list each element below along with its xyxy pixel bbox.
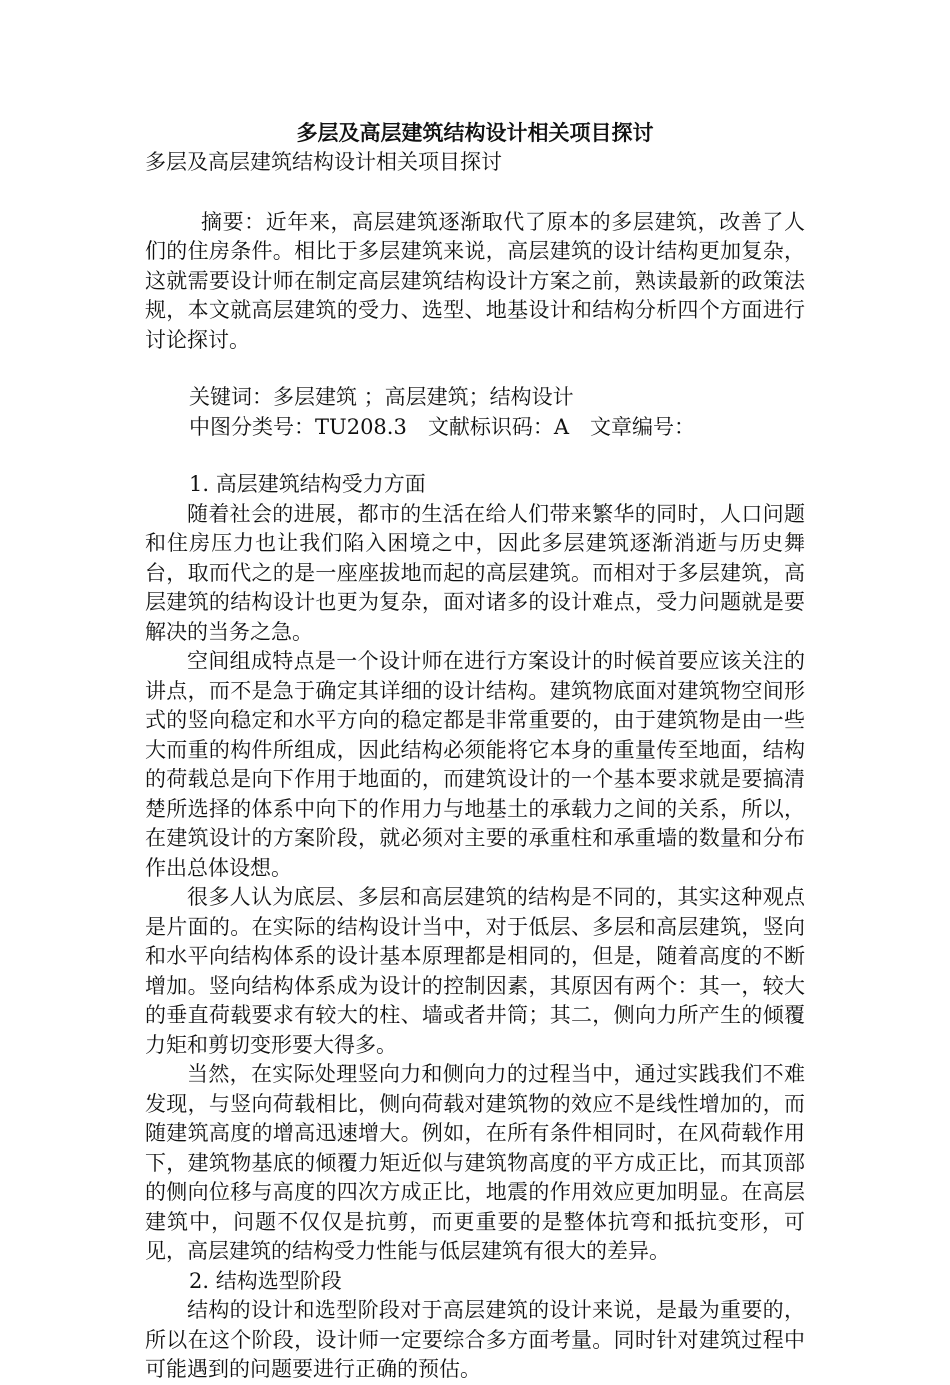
body-paragraph: 空间组成特点是一个设计师在进行方案设计的时候首要应该关注的讲点，而不是急于确定其详细的设计结构。建筑物底面对建筑物空间形式的竖向稳定和水平方向的稳定都是非常重要的，由于建筑物是由一些大而重的构件所组成，因此结构必须能将它本身的重量传至地面，结构的荷载总是向下作用于地面的，而建筑设计的一个基本要求就是要搞清楚所选择的体系中向下的作用力与地基土的承载力之间的关系，所以，在建筑设计的方案阶段，就必须对主要的承重柱和承重墙的数量和分布作出总体设想。 xyxy=(145,649,805,880)
body-paragraph: 随着社会的进展，都市的生活在给人们带来繁华的同时，人口问题和住房压力也让我们陷入困境之中，因此多层建筑逐渐消逝与历史舞台，取而代之的是一座座拔地而起的高层建筑。而相对于多层建筑，高层建筑的结构设计也更为复杂，面对诸多的设计难点，受力问题就是要解决的当务之急。 xyxy=(145,501,805,644)
document-subtitle: 多层及高层建筑结构设计相关项目探讨 xyxy=(145,150,502,174)
document-page xyxy=(145,118,805,1385)
section-1-heading: 1. 高层建筑结构受力方面 xyxy=(189,472,426,496)
body-paragraph: 当然，在实际处理竖向力和侧向力的过程当中，通过实践我们不难发现，与竖向荷载相比，侧向荷载对建筑物的效应不是线性增加的，而随建筑高度的增高迅速增大。例如，在所有条件相同时，在风荷载作用下，建筑物基底的倾覆力矩近似与建筑物高度的平方成正比，而其顶部的侧向位移与高度的四次方成正比，地震的作用效应更加明显。在高层建筑中，问题不仅仅是抗剪，而更重要的是整体抗弯和抵抗变形，可见，高层建筑的结构受力性能与低层建筑有很大的差异。 xyxy=(145,1062,805,1263)
spacer xyxy=(145,178,805,208)
body-paragraph: 很多人认为底层、多层和高层建筑的结构是不同的，其实这种观点是片面的。在实际的结构设计当中，对于低层、多层和高层建筑，竖向和水平向结构体系的设计基本原理都是相同的，但是，随着高度的不断增加。竖向结构体系成为设计的控制因素，其原因有两个：其一，较大的垂直荷载要求有较大的柱、墙或者井筒；其二，侧向力所产生的倾覆力矩和剪切变形要大得多。 xyxy=(145,885,805,1057)
section-2-heading: 2. 结构选型阶段 xyxy=(189,1268,342,1293)
spacer xyxy=(145,442,805,470)
keywords-line: 关键词：多层建筑 ；高层建筑；结构设计 xyxy=(189,385,574,409)
abstract-paragraph: 摘要：近年来，高层建筑逐渐取代了原本的多层建筑，改善了人们的住房条件。相比于多层建筑来说，高层建筑的设计结构更加复杂，这就需要设计师在制定高层建筑结构设计方案之前，熟读最新的政策法规，本文就高层建筑的受力、选型、地基设计和结构分析四个方面进行讨论探讨。 xyxy=(145,209,805,352)
classification-line: 中图分类号：TU208.3 文献标识码：A 文章编号： xyxy=(189,414,695,439)
body-paragraph: 结构的设计和选型阶段对于高层建筑的设计来说，是最为重要的，所以在这个阶段，设计师一定要综合多方面考量。同时针对建筑过程中可能遇到的问题要进行正确的预估。 xyxy=(145,1298,805,1381)
spacer xyxy=(145,355,805,383)
document-title: 多层及高层建筑结构设计相关项目探讨 xyxy=(296,120,654,145)
